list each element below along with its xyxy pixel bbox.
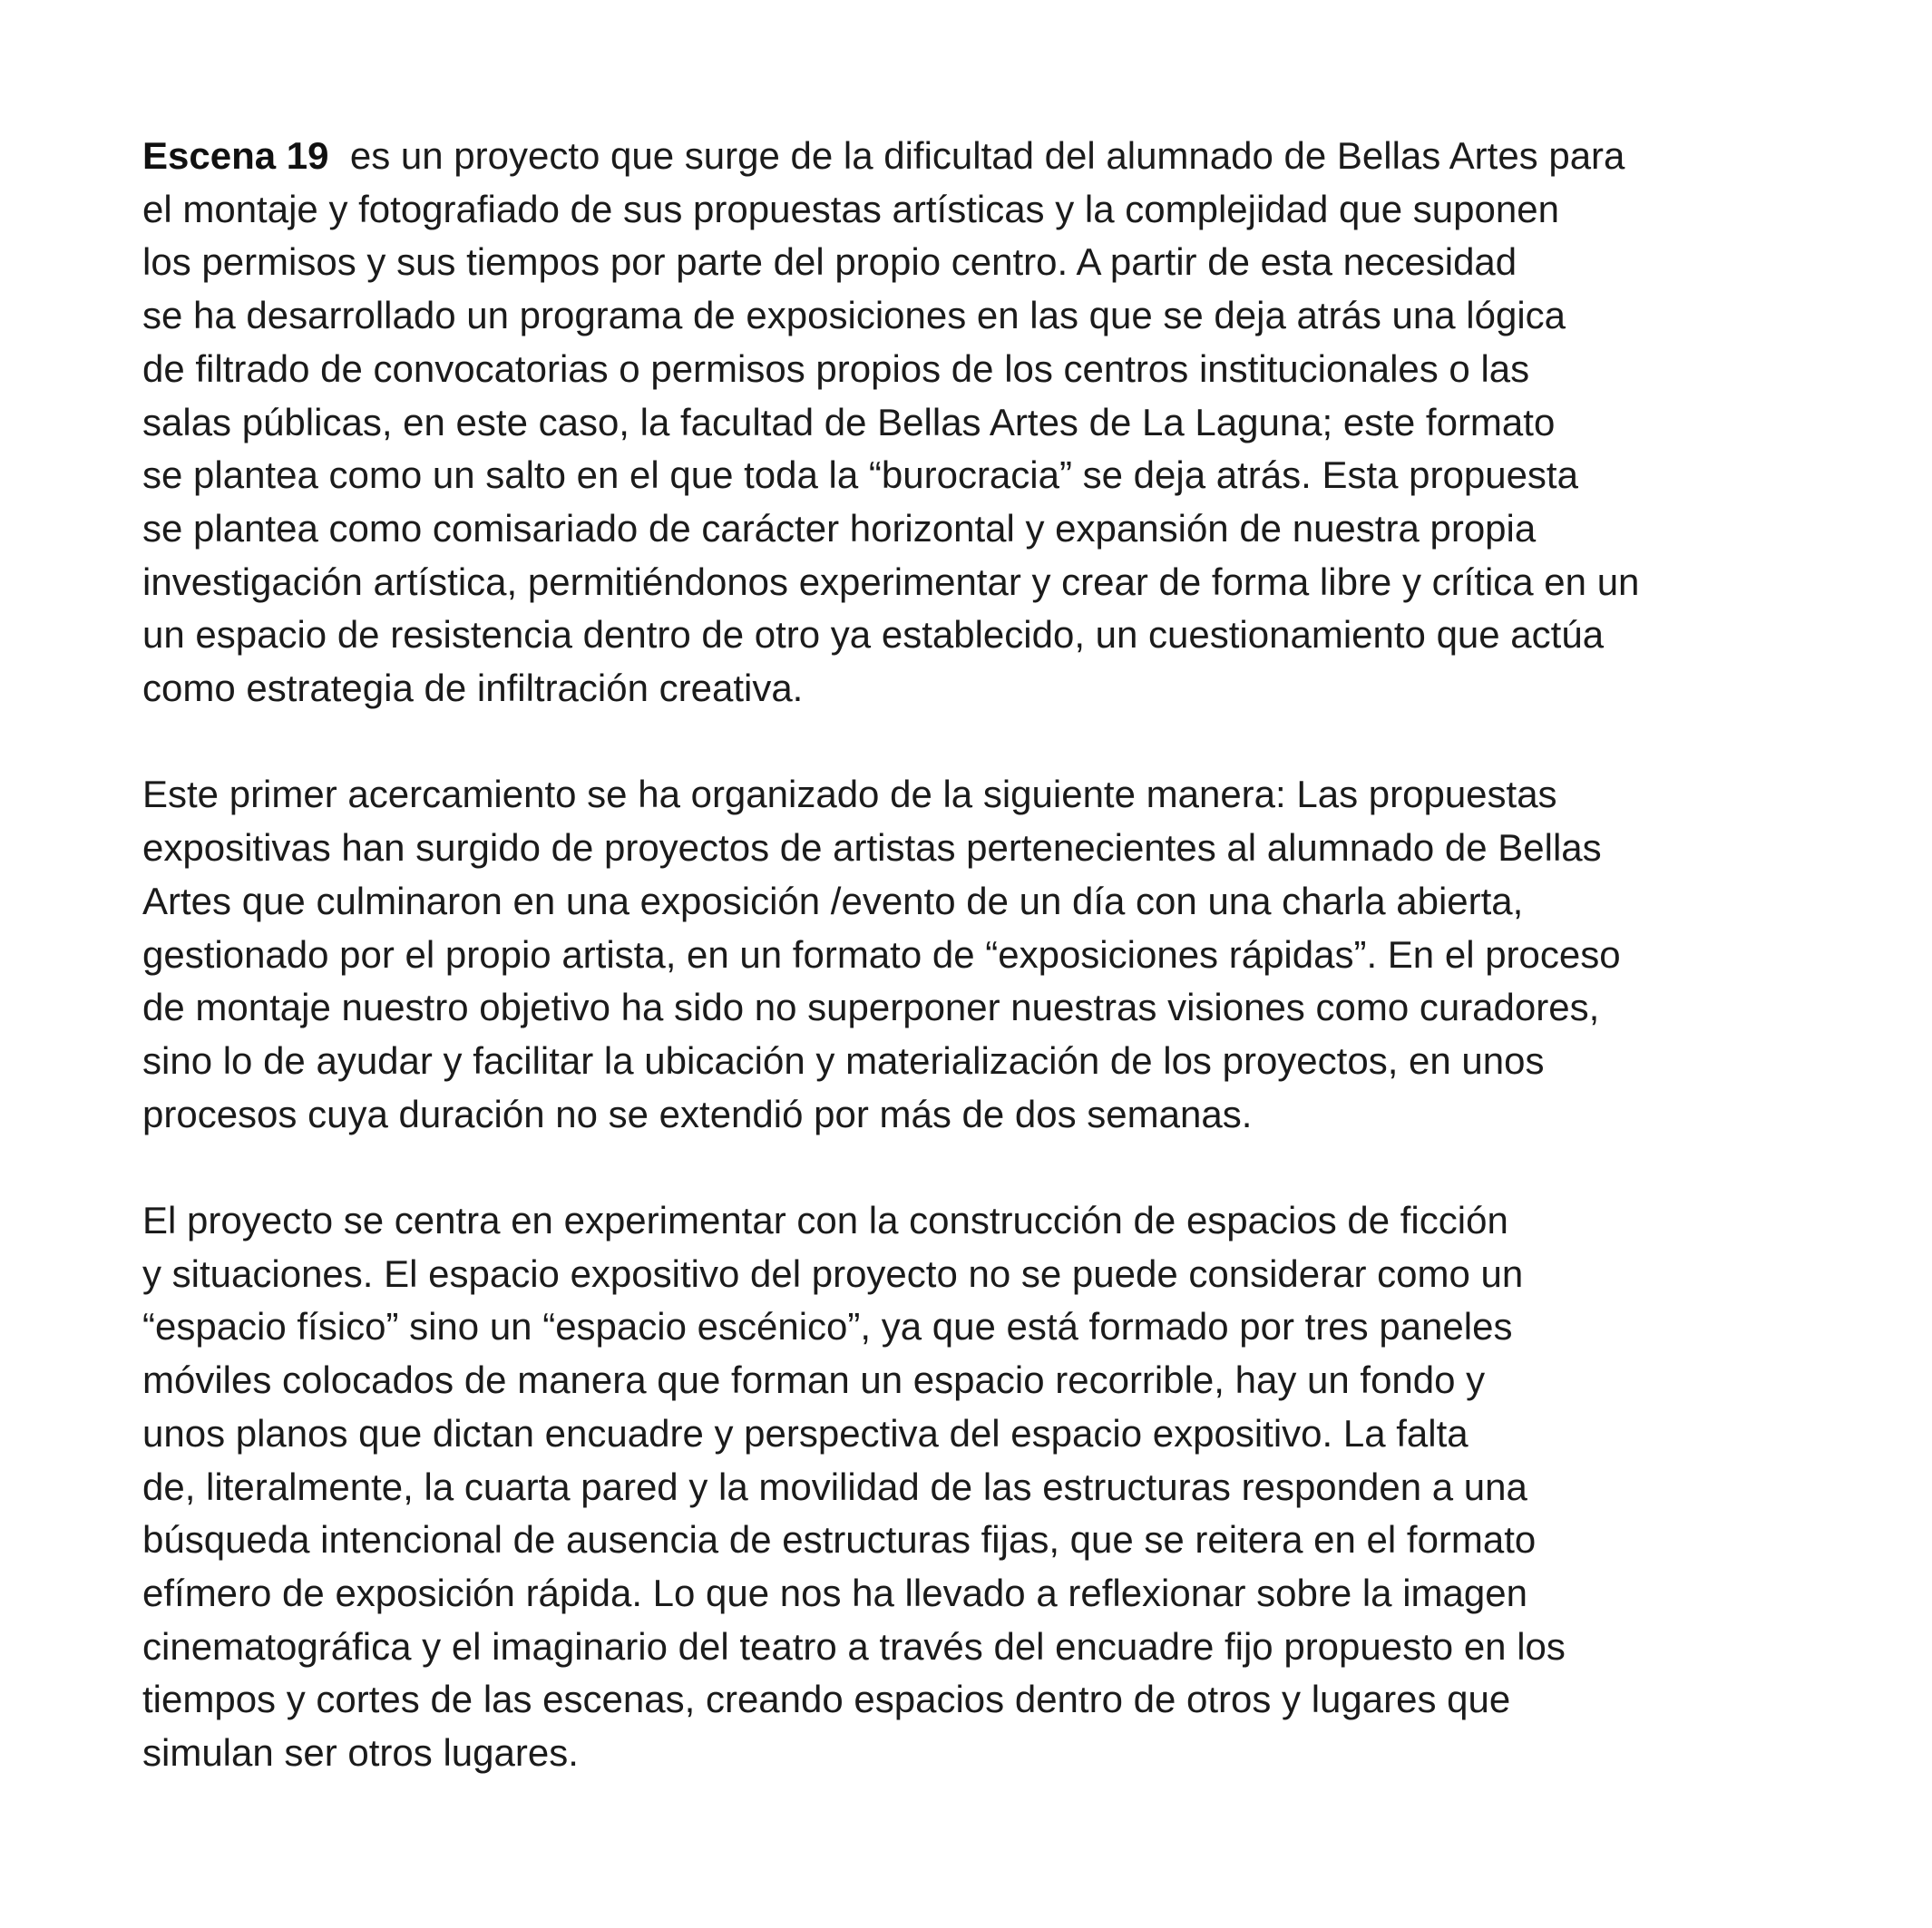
text-line: simulan ser otros lugares. — [142, 1731, 579, 1775]
paragraph-3 — [142, 1194, 1866, 1780]
paragraph-1 — [142, 130, 1866, 716]
document-body — [142, 130, 1866, 1833]
text-line: “espacio físico” sino un “espacio escénico”, ya que está formado por tres paneles — [142, 1305, 1513, 1349]
text-line: búsqueda intencional de ausencia de estructuras fijas, que se reitera en el formato — [142, 1518, 1537, 1562]
text-line: sino lo de ayudar y facilitar la ubicación y materialización de los proyectos, en unos — [142, 1038, 1545, 1082]
text-line — [142, 130, 1866, 183]
text-line: El proyecto se centra en experimentar con la construcción de espacios de ficción — [142, 1199, 1508, 1242]
text-line: investigación artística, permitiéndonos experimentar y crear de forma libre y crítica en un — [142, 560, 1640, 603]
text-line: salas públicas, en este caso, la facultad de Bellas Artes de La Laguna; este formato — [142, 400, 1556, 443]
text-line: se plantea como un salto en el que toda la “burocracia” se deja atrás. Esta propuesta — [142, 453, 1578, 497]
text-line: cinematográfica y el imaginario del teatro a través del encuadre fijo propuesto en los — [142, 1624, 1566, 1668]
text-line: efímero de exposición rápida. Lo que nos ha llevado a reflexionar sobre la imagen — [142, 1571, 1527, 1614]
text-line: expositivas han surgido de proyectos de artistas pertenecientes al alumnado de Bellas — [142, 826, 1602, 870]
text-line: gestionado por el propio artista, en un formato de “exposiciones rápidas”. En el proceso — [142, 932, 1621, 976]
text-line-content: es un proyecto que surge de la dificultad del alumnado de Bellas Artes para — [328, 134, 1625, 177]
text-line: un espacio de resistencia dentro de otro ya establecido, un cuestionamiento que actúa — [142, 613, 1605, 657]
text-line: se ha desarrollado un programa de exposiciones en las que se deja atrás una lógica — [142, 294, 1566, 337]
text-line: móviles colocados de manera que forman un espacio recorrible, hay un fondo y — [142, 1358, 1486, 1402]
text-line: los permisos y sus tiempos por parte del propio centro. A partir de esta necesidad — [142, 240, 1517, 284]
text-line: procesos cuya duración no se extendió por más de dos semanas. — [142, 1092, 1253, 1135]
paragraph-2 — [142, 768, 1866, 1141]
text-line: tiempos y cortes de las escenas, creando espacios dentro de otros y lugares que — [142, 1678, 1511, 1721]
text-line: de, literalmente, la cuarta pared y la movilidad de las estructuras responden a una — [142, 1465, 1527, 1508]
text-line: de montaje nuestro objetivo ha sido no superponer nuestras visiones como curadores, — [142, 986, 1600, 1029]
text-line: como estrategia de infiltración creativa. — [142, 667, 804, 710]
text-line: de filtrado de convocatorias o permisos propios de los centros institucionales o las — [142, 346, 1530, 390]
lead-title: Escena 19 — [142, 134, 329, 177]
text-line: el montaje y fotografiado de sus propuestas artísticas y la complejidad que suponen — [142, 187, 1559, 230]
text-line: unos planos que dictan encuadre y perspectiva del espacio expositivo. La falta — [142, 1411, 1469, 1455]
text-line: y situaciones. El espacio expositivo del proyecto no se puede considerar como un — [142, 1251, 1524, 1295]
text-line: Artes que culminaron en una exposición /evento de un día con una charla abierta, — [142, 879, 1524, 922]
text-line: Este primer acercamiento se ha organizado de la siguiente manera: Las propuestas — [142, 773, 1557, 816]
text-line: se plantea como comisariado de carácter horizontal y expansión de nuestra propia — [142, 506, 1537, 550]
